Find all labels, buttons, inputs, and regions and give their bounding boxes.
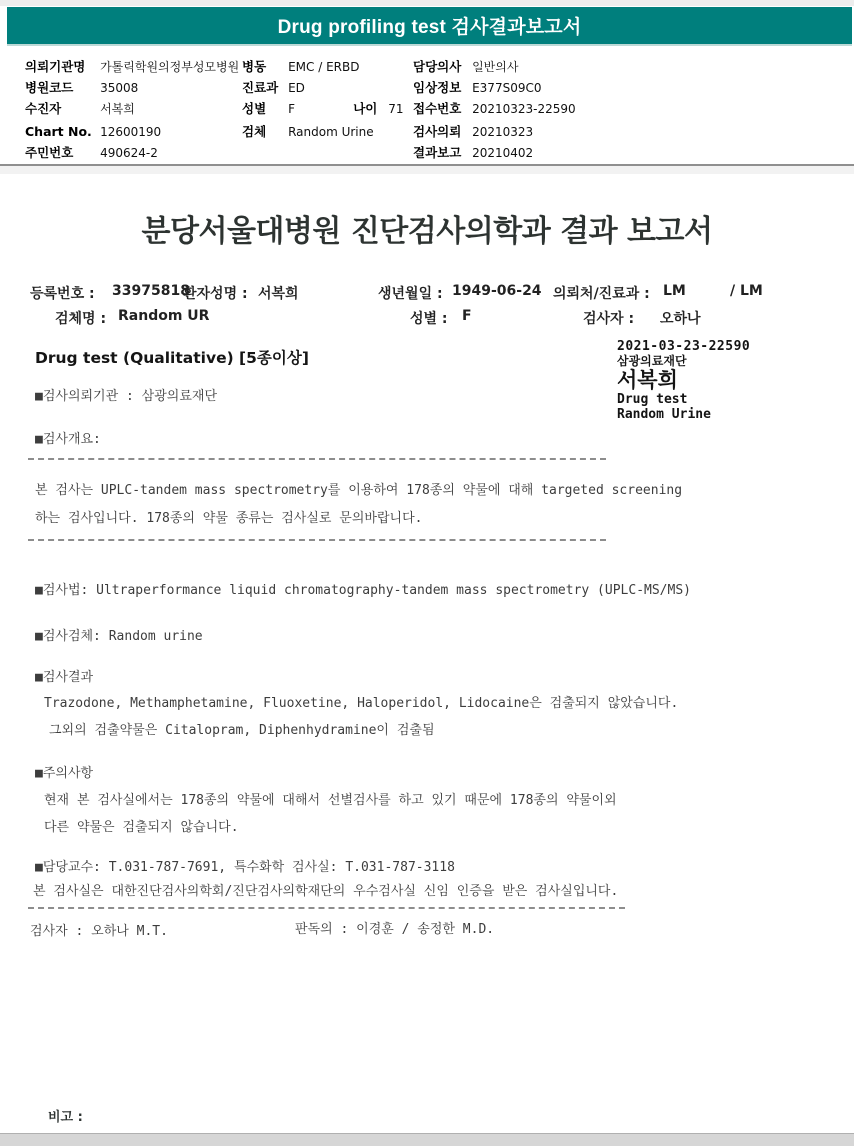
order-info-col3 xyxy=(413,55,576,162)
info-row xyxy=(25,120,239,141)
patient-birth-value: 1949-06-24 xyxy=(452,283,542,299)
info-row xyxy=(242,76,404,97)
dashed-separator xyxy=(28,458,606,460)
report-header-title: Drug profiling test 검사결과보고서 xyxy=(277,17,582,38)
field-value-chart-no: 12600190 xyxy=(100,125,162,139)
reviewer-signature: 판독의 : 이경훈 / 송정한 M.D. xyxy=(295,922,495,937)
info-row xyxy=(25,76,239,97)
patient-dept-value2: / LM xyxy=(730,283,763,299)
header-divider-shade xyxy=(0,166,854,174)
field-value-request-org: 가톨릭학원의정부성모병원 xyxy=(100,60,240,74)
report-title: 분당서울대병원 진단검사의학과 결과 보고서 xyxy=(141,214,713,249)
caution-line1: 현재 본 검사실에서는 178종의 약물에 대해서 선별검사를 하고 있기 때문에 178종의 약물이외 xyxy=(44,793,617,808)
info-row xyxy=(242,97,404,118)
bottom-bar xyxy=(0,1133,854,1146)
report-header-bar xyxy=(7,7,852,46)
field-value-ward: EMC / ERBD xyxy=(288,60,360,74)
field-label-age: 나이 xyxy=(353,101,378,116)
stamp-specimen: Random Urine xyxy=(617,407,711,422)
overview-line1: 본 검사는 UPLC-tandem mass spectrometry를 이용하여 178종의 약물에 대해 targeted screening xyxy=(35,483,683,498)
info-row xyxy=(242,120,404,141)
dashed-separator xyxy=(28,907,625,909)
field-value-patient: 서복희 xyxy=(100,102,135,116)
method-line: ■검사법: Ultraperformance liquid chromatography-tandem mass spectrometry (UPLC-MS/MS) xyxy=(35,583,691,598)
accreditation-line: 본 검사실은 대한진단검사의학회/진단검사의학재단의 우수검사실 신임 인증을 받은 검사실입니다. xyxy=(33,884,619,899)
field-label-order-date: 검사의뢰 xyxy=(413,124,462,139)
field-label-ward: 병동 xyxy=(242,59,267,74)
overview-line2: 하는 검사입니다. 178종의 약물 종류는 검사실로 문의바랍니다. xyxy=(35,511,423,526)
order-info-col1 xyxy=(25,55,239,162)
result-label-line: ■검사결과 xyxy=(35,670,94,685)
test-name-heading: Drug test (Qualitative) [5종이상] xyxy=(35,349,309,367)
field-label-report-date: 결과보고 xyxy=(413,145,462,160)
field-label-doctor: 담당의사 xyxy=(413,59,462,74)
field-label-specimen: 검체 xyxy=(242,124,267,139)
patient-sex-value: F xyxy=(462,308,472,324)
lab-stamp-block xyxy=(617,340,750,422)
info-row xyxy=(413,55,576,76)
field-label-accession-no: 접수번호 xyxy=(413,101,462,116)
field-value-doctor: 일반의사 xyxy=(472,60,519,74)
caution-line2: 다른 약물은 검출되지 않습니다. xyxy=(44,820,239,835)
field-value-specimen: Random Urine xyxy=(288,125,374,139)
top-strip xyxy=(0,0,854,6)
field-label-chart-no: Chart No. xyxy=(25,124,92,139)
field-value-report-date: 20210402 xyxy=(472,146,534,160)
stamp-lab-name: 삼광의료재단 xyxy=(617,354,687,368)
order-info-col2 xyxy=(242,55,404,141)
field-label-hospital-code: 병원코드 xyxy=(25,80,74,95)
field-label-resident-id: 주민번호 xyxy=(25,145,74,160)
field-label-clinical-info: 임상정보 xyxy=(413,80,462,95)
caution-label-line: ■주의사항 xyxy=(35,766,94,781)
info-row xyxy=(25,141,239,162)
patient-examiner-value: 오하나 xyxy=(660,311,701,327)
stamp-accession-no: 2021-03-23-22590 xyxy=(617,339,751,354)
patient-reg-value: 33975818 xyxy=(112,283,190,299)
field-value-resident-id: 490624-2 xyxy=(100,146,158,160)
specimen-line: ■검사검체: Random urine xyxy=(35,629,203,644)
field-value-clinical-info: E377S09C0 xyxy=(472,81,542,95)
patient-name-value: 서복희 xyxy=(258,286,299,302)
field-label-patient: 수진자 xyxy=(25,101,62,116)
stamp-test-name: Drug test xyxy=(617,392,688,407)
stamp-patient-name: 서복희 xyxy=(617,368,678,392)
field-value-accession-no: 20210323-22590 xyxy=(472,102,576,116)
field-label-department: 진료과 xyxy=(242,80,279,95)
info-row xyxy=(413,76,576,97)
patient-sex-label: 성별 : xyxy=(410,311,448,327)
field-value-sex: F xyxy=(288,102,295,116)
patient-dept-label: 의뢰처/진료과 : xyxy=(553,286,650,302)
contact-line: ■담당교수: T.031-787-7691, 특수화학 검사실: T.031-787-3118 xyxy=(35,860,455,875)
overview-label-line: ■검사개요: xyxy=(35,432,101,447)
remark-label: 비고 : xyxy=(48,1110,83,1125)
patient-dept-value: LM xyxy=(663,283,686,299)
tech-signature: 검사자 : 오하나 M.T. xyxy=(30,924,168,939)
dashed-separator xyxy=(28,539,606,541)
patient-examiner-label: 검사자 : xyxy=(583,311,635,327)
patient-reg-label: 등록번호 : xyxy=(30,286,95,302)
info-row xyxy=(242,55,404,76)
patient-name-label: 환자성명 : xyxy=(183,286,248,302)
field-value-age: 71 xyxy=(388,102,404,116)
field-value-hospital-code: 35008 xyxy=(100,81,139,95)
info-row xyxy=(413,141,576,162)
patient-specimen-label: 검체명 : xyxy=(55,311,107,327)
patient-specimen-value: Random UR xyxy=(118,308,210,324)
result-line1: Trazodone, Methamphetamine, Fluoxetine, Haloperidol, Lidocaine은 검출되지 않았습니다. xyxy=(44,696,679,711)
field-value-department: ED xyxy=(288,81,305,95)
info-row xyxy=(25,97,239,118)
result-line2: 그외의 검출약물은 Citalopram, Diphenhydramine이 검출됨 xyxy=(49,723,435,738)
field-value-order-date: 20210323 xyxy=(472,125,534,139)
info-row xyxy=(413,97,576,118)
field-label-request-org: 의뢰기관명 xyxy=(25,59,86,74)
patient-birth-label: 생년월일 : xyxy=(378,286,443,302)
info-row xyxy=(413,120,576,141)
info-row xyxy=(25,55,239,76)
field-label-sex: 성별 xyxy=(242,101,267,116)
request-org-line: ■검사의뢰기관 : 삼광의료재단 xyxy=(35,389,218,404)
